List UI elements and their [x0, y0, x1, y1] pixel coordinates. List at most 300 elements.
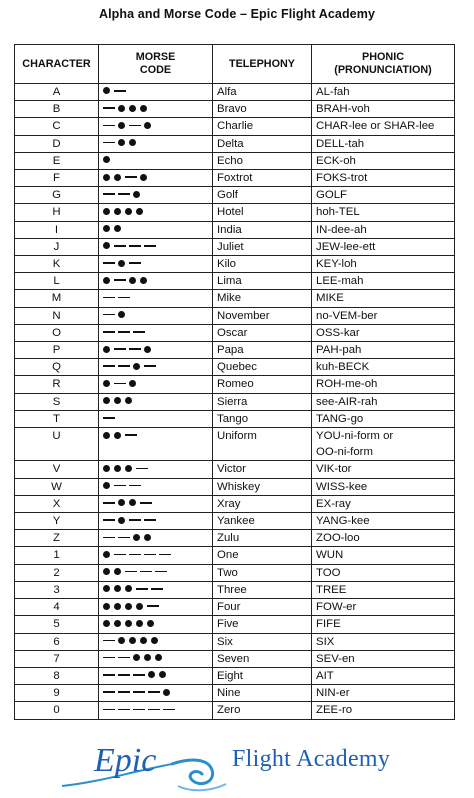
morse-code-cell: [99, 667, 213, 684]
morse-dash: [129, 262, 141, 264]
morse-dot: [140, 174, 147, 181]
character-cell: N: [15, 307, 99, 324]
morse-dot: [144, 654, 151, 661]
morse-dot: [133, 363, 140, 370]
telephony-cell: Juliet: [213, 238, 312, 255]
phonic-line: OSS-kar: [316, 326, 360, 339]
morse-code-cell: [99, 513, 213, 530]
morse-code-cell: [99, 685, 213, 702]
morse-dot: [114, 585, 121, 592]
header-morse-line-2: CODE: [139, 64, 172, 76]
morse-dot: [114, 465, 121, 472]
morse-dash: [163, 709, 175, 711]
morse-dash: [129, 485, 141, 487]
logo-word: Epic: [94, 742, 157, 779]
phonic-line: GOLF: [316, 189, 348, 202]
morse-dash: [136, 588, 148, 590]
table-row: [15, 221, 455, 238]
phonic-line: AL-fah: [316, 86, 350, 98]
morse-dash: [118, 193, 130, 195]
morse-dash: [151, 588, 163, 590]
phonic-line: LEE-mah: [316, 275, 364, 288]
morse-dot: [118, 260, 125, 267]
morse-dot: [103, 225, 110, 232]
phonic-line: kuh-BECK: [316, 361, 370, 374]
phonic-line: YANG-kee: [316, 515, 370, 528]
table-row: [15, 324, 455, 341]
morse-dash: [103, 502, 115, 504]
morse-dot: [125, 603, 132, 610]
phonic-line: TREE: [316, 583, 347, 596]
morse-code-cell: [99, 393, 213, 410]
telephony-cell: Delta: [213, 135, 312, 152]
morse-dot: [129, 380, 136, 387]
morse-dash: [125, 571, 137, 573]
phonic-line: VIK-tor: [316, 463, 352, 476]
telephony-cell: Six: [213, 633, 312, 650]
phonic-cell: [312, 84, 455, 101]
character-cell: M: [15, 290, 99, 307]
phonic-line: FOW-er: [316, 601, 357, 614]
morse-dot: [125, 585, 132, 592]
character-cell: P: [15, 342, 99, 359]
morse-dot: [103, 585, 110, 592]
morse-dash: [103, 142, 115, 144]
character-cell: J: [15, 238, 99, 255]
telephony-cell: Two: [213, 564, 312, 581]
morse-code-cell: [99, 564, 213, 581]
phonic-line: ZOO-loo: [316, 532, 360, 545]
header-telephony: TELEPHONY: [213, 45, 312, 84]
phonic-line: JEW-lee-ett: [316, 240, 376, 253]
telephony-cell: Bravo: [213, 101, 312, 118]
morse-dot: [114, 432, 121, 439]
phonic-line: no-VEM-ber: [316, 309, 378, 322]
table-row: [15, 152, 455, 169]
telephony-cell: Xray: [213, 495, 312, 512]
morse-dot: [136, 603, 143, 610]
morse-code-cell: [99, 461, 213, 478]
table-row: [15, 410, 455, 427]
telephony-cell: Eight: [213, 667, 312, 684]
character-cell: C: [15, 118, 99, 135]
character-cell: F: [15, 170, 99, 187]
morse-dot: [159, 671, 166, 678]
telephony-cell: Alfa: [213, 84, 312, 101]
phonic-line: NIN-er: [316, 687, 350, 700]
morse-dash: [118, 691, 130, 693]
phonic-line: SEV-en: [316, 652, 355, 665]
phonic-cell: [312, 478, 455, 495]
phonic-cell: [312, 547, 455, 564]
morse-code-cell: [99, 273, 213, 290]
character-cell: 4: [15, 599, 99, 616]
character-cell: 9: [15, 685, 99, 702]
telephony-cell: Nine: [213, 685, 312, 702]
table-row: [15, 685, 455, 702]
logo-subtitle: Flight Academy: [232, 746, 391, 772]
phonic-cell: [312, 324, 455, 341]
table-row: [15, 342, 455, 359]
telephony-cell: Mike: [213, 290, 312, 307]
morse-dash: [129, 125, 141, 127]
morse-code-cell: [99, 547, 213, 564]
table-row: [15, 581, 455, 598]
phonic-cell: [312, 170, 455, 187]
morse-dash: [114, 383, 126, 385]
telephony-cell: Sierra: [213, 393, 312, 410]
morse-dash: [118, 297, 130, 299]
character-cell: O: [15, 324, 99, 341]
phonic-line: ROH-me-oh: [316, 378, 378, 391]
morse-dot: [103, 482, 110, 489]
character-cell: V: [15, 461, 99, 478]
telephony-cell: Papa: [213, 342, 312, 359]
table-row: [15, 135, 455, 152]
character-cell: 0: [15, 702, 99, 719]
morse-dot: [144, 346, 151, 353]
morse-dash: [114, 485, 126, 487]
table-row: [15, 616, 455, 633]
morse-dot: [103, 432, 110, 439]
character-cell: G: [15, 187, 99, 204]
phonic-line: OO-ni-form: [316, 446, 373, 459]
phonic-line: ECK-oh: [316, 154, 356, 167]
morse-dot: [103, 397, 110, 404]
character-cell: W: [15, 478, 99, 495]
table-row: [15, 376, 455, 393]
phonic-cell: [312, 376, 455, 393]
phonic-cell: [312, 685, 455, 702]
header-phonic-line-1: PHONIC: [362, 51, 404, 63]
morse-dash: [103, 674, 115, 676]
table-row: [15, 599, 455, 616]
wave-swirl-icon: [60, 742, 260, 794]
morse-dash: [136, 468, 148, 470]
morse-dot: [103, 603, 110, 610]
morse-dot: [151, 637, 158, 644]
telephony-cell: Tango: [213, 410, 312, 427]
table-row: [15, 359, 455, 376]
phonic-line: AIT: [316, 669, 334, 682]
morse-dot: [103, 465, 110, 472]
morse-code-cell: [99, 581, 213, 598]
phonic-line: hoh-TEL: [316, 206, 360, 219]
morse-dot: [103, 156, 110, 163]
morse-dot: [155, 654, 162, 661]
morse-dash: [114, 348, 126, 350]
morse-dot: [103, 551, 110, 558]
phonic-cell: [312, 256, 455, 273]
morse-dash: [103, 709, 115, 711]
character-cell: S: [15, 393, 99, 410]
header-morse-code: [99, 45, 213, 84]
morse-code-cell: [99, 342, 213, 359]
phonic-cell: [312, 581, 455, 598]
phonic-cell: [312, 187, 455, 204]
morse-dash: [103, 537, 115, 539]
table-row: [15, 530, 455, 547]
morse-code-cell: [99, 135, 213, 152]
telephony-cell: Romeo: [213, 376, 312, 393]
morse-dash: [133, 331, 145, 333]
morse-dash: [118, 657, 130, 659]
morse-dot: [144, 122, 151, 129]
morse-code-cell: [99, 221, 213, 238]
character-cell: K: [15, 256, 99, 273]
morse-code-cell: [99, 359, 213, 376]
telephony-cell: Yankee: [213, 513, 312, 530]
table-row: [15, 495, 455, 512]
morse-dot: [103, 346, 110, 353]
character-cell: I: [15, 221, 99, 238]
phonic-line: BRAH-voh: [316, 103, 370, 116]
morse-code-cell: [99, 307, 213, 324]
phonic-line: EX-ray: [316, 497, 351, 510]
table-row: [15, 187, 455, 204]
morse-dash: [103, 314, 115, 316]
morse-dot: [114, 603, 121, 610]
morse-code-cell: [99, 118, 213, 135]
telephony-cell: One: [213, 547, 312, 564]
phonic-line: see-AIR-rah: [316, 395, 378, 408]
epic-flight-academy-logo: [60, 742, 420, 792]
morse-dash: [129, 519, 141, 521]
morse-dot: [114, 568, 121, 575]
morse-dot: [114, 174, 121, 181]
phonic-cell: [312, 564, 455, 581]
phonic-line: FOKS-trot: [316, 172, 368, 185]
phonic-cell: [312, 118, 455, 135]
morse-dash: [148, 691, 160, 693]
morse-dot: [103, 87, 110, 94]
phonic-line: SIX: [316, 635, 335, 648]
morse-dot: [129, 277, 136, 284]
table-row: [15, 461, 455, 478]
telephony-cell: Uniform: [213, 428, 312, 461]
morse-code-cell: [99, 495, 213, 512]
phonic-line: MIKE: [316, 292, 344, 305]
page-title: Alpha and Morse Code – Epic Flight Academy: [98, 7, 375, 21]
morse-dash: [155, 571, 167, 573]
table-row: [15, 204, 455, 221]
morse-dot: [103, 242, 110, 249]
phonic-cell: [312, 495, 455, 512]
table-row: [15, 290, 455, 307]
morse-dot: [103, 277, 110, 284]
phonic-line: WISS-kee: [316, 480, 368, 493]
morse-dash: [103, 193, 115, 195]
morse-code-cell: [99, 616, 213, 633]
morse-dash: [103, 331, 115, 333]
morse-code-cell: [99, 478, 213, 495]
morse-dot: [103, 568, 110, 575]
morse-dash: [147, 605, 159, 607]
morse-dash: [103, 107, 115, 109]
morse-dot: [125, 620, 132, 627]
table-row: [15, 256, 455, 273]
character-cell: R: [15, 376, 99, 393]
morse-dash: [118, 365, 130, 367]
morse-dot: [148, 671, 155, 678]
phonic-line: TOO: [316, 566, 341, 579]
telephony-cell: Foxtrot: [213, 170, 312, 187]
morse-code-cell: [99, 204, 213, 221]
character-cell: 6: [15, 633, 99, 650]
morse-dash: [103, 691, 115, 693]
morse-dash: [129, 554, 141, 556]
phonic-cell: [312, 428, 455, 461]
character-cell: U: [15, 428, 99, 461]
morse-dot: [103, 174, 110, 181]
morse-dot: [103, 208, 110, 215]
morse-dot: [103, 380, 110, 387]
character-cell: X: [15, 495, 99, 512]
morse-code-cell: [99, 428, 213, 461]
phonic-line: CHAR-lee or SHAR-lee: [316, 120, 435, 133]
telephony-cell: Echo: [213, 152, 312, 169]
morse-dash: [125, 176, 137, 178]
table-row: [15, 667, 455, 684]
phonic-cell: [312, 530, 455, 547]
header-phonic-line-2: (PRONUNCIATION): [334, 64, 432, 76]
morse-dash: [103, 262, 115, 264]
phonic-line: YOU-ni-form or: [316, 430, 394, 443]
morse-dot: [118, 311, 125, 318]
morse-dot: [129, 637, 136, 644]
phonic-cell: [312, 135, 455, 152]
morse-dot: [129, 139, 136, 146]
telephony-cell: Five: [213, 616, 312, 633]
morse-dot: [118, 122, 125, 129]
morse-dot: [114, 397, 121, 404]
telephony-cell: Oscar: [213, 324, 312, 341]
morse-code-cell: [99, 410, 213, 427]
morse-dot: [144, 534, 151, 541]
morse-code-cell: [99, 650, 213, 667]
morse-dot: [118, 637, 125, 644]
phonic-line: IN-dee-ah: [316, 223, 367, 236]
morse-dot: [140, 277, 147, 284]
morse-dot: [114, 225, 121, 232]
morse-dash: [144, 554, 156, 556]
morse-dash: [159, 554, 171, 556]
telephony-cell: Four: [213, 599, 312, 616]
morse-dash: [133, 709, 145, 711]
character-cell: L: [15, 273, 99, 290]
morse-dot: [118, 517, 125, 524]
phonic-cell: [312, 342, 455, 359]
header-morse-line-1: MORSE: [135, 51, 176, 63]
phonic-cell: [312, 633, 455, 650]
morse-code-cell: [99, 633, 213, 650]
character-cell: T: [15, 410, 99, 427]
morse-code-cell: [99, 530, 213, 547]
phonic-cell: [312, 616, 455, 633]
morse-dash: [148, 709, 160, 711]
morse-dash: [103, 297, 115, 299]
telephony-cell: Golf: [213, 187, 312, 204]
morse-dash: [140, 571, 152, 573]
phonic-cell: [312, 650, 455, 667]
morse-dash: [144, 519, 156, 521]
morse-dot: [125, 397, 132, 404]
table-row: [15, 118, 455, 135]
morse-dot: [118, 105, 125, 112]
morse-alphabet-table: [14, 44, 455, 720]
morse-dot: [125, 208, 132, 215]
morse-dot: [129, 499, 136, 506]
morse-dash: [133, 691, 145, 693]
character-cell: E: [15, 152, 99, 169]
morse-code-cell: [99, 152, 213, 169]
morse-dash: [125, 434, 137, 436]
phonic-cell: [312, 513, 455, 530]
morse-dot: [114, 208, 121, 215]
morse-dot: [133, 191, 140, 198]
morse-dash: [103, 365, 115, 367]
morse-dot: [125, 465, 132, 472]
morse-dash: [114, 554, 126, 556]
telephony-cell: Zulu: [213, 530, 312, 547]
telephony-cell: Quebec: [213, 359, 312, 376]
phonic-line: TANG-go: [316, 412, 364, 425]
morse-dash: [118, 331, 130, 333]
morse-code-cell: [99, 324, 213, 341]
morse-dot: [114, 620, 121, 627]
character-cell: 7: [15, 650, 99, 667]
morse-dot: [133, 654, 140, 661]
morse-code-cell: [99, 84, 213, 101]
character-cell: Y: [15, 513, 99, 530]
phonic-cell: [312, 599, 455, 616]
morse-code-cell: [99, 170, 213, 187]
phonic-cell: [312, 152, 455, 169]
telephony-cell: Victor: [213, 461, 312, 478]
character-cell: A: [15, 84, 99, 101]
header-character: CHARACTER: [15, 45, 99, 84]
table-row: [15, 650, 455, 667]
morse-dash: [129, 348, 141, 350]
phonic-cell: [312, 101, 455, 118]
phonic-line: WUN: [316, 549, 344, 562]
morse-dot: [140, 105, 147, 112]
phonic-cell: [312, 393, 455, 410]
morse-dash: [114, 245, 126, 247]
table-row: [15, 238, 455, 255]
morse-dash: [114, 279, 126, 281]
table-row: [15, 393, 455, 410]
phonic-line: KEY-loh: [316, 258, 357, 271]
morse-dot: [163, 689, 170, 696]
morse-code-cell: [99, 238, 213, 255]
phonic-line: DELL-tah: [316, 137, 365, 150]
morse-dash: [103, 640, 115, 642]
morse-dot: [129, 105, 136, 112]
morse-dot: [118, 499, 125, 506]
morse-dot: [133, 534, 140, 541]
character-cell: 8: [15, 667, 99, 684]
phonic-cell: [312, 359, 455, 376]
morse-code-cell: [99, 702, 213, 719]
phonic-cell: [312, 410, 455, 427]
morse-dash: [103, 657, 115, 659]
table-row: [15, 702, 455, 719]
table-row: [15, 84, 455, 101]
telephony-cell: Three: [213, 581, 312, 598]
telephony-cell: November: [213, 307, 312, 324]
morse-dash: [103, 125, 115, 127]
